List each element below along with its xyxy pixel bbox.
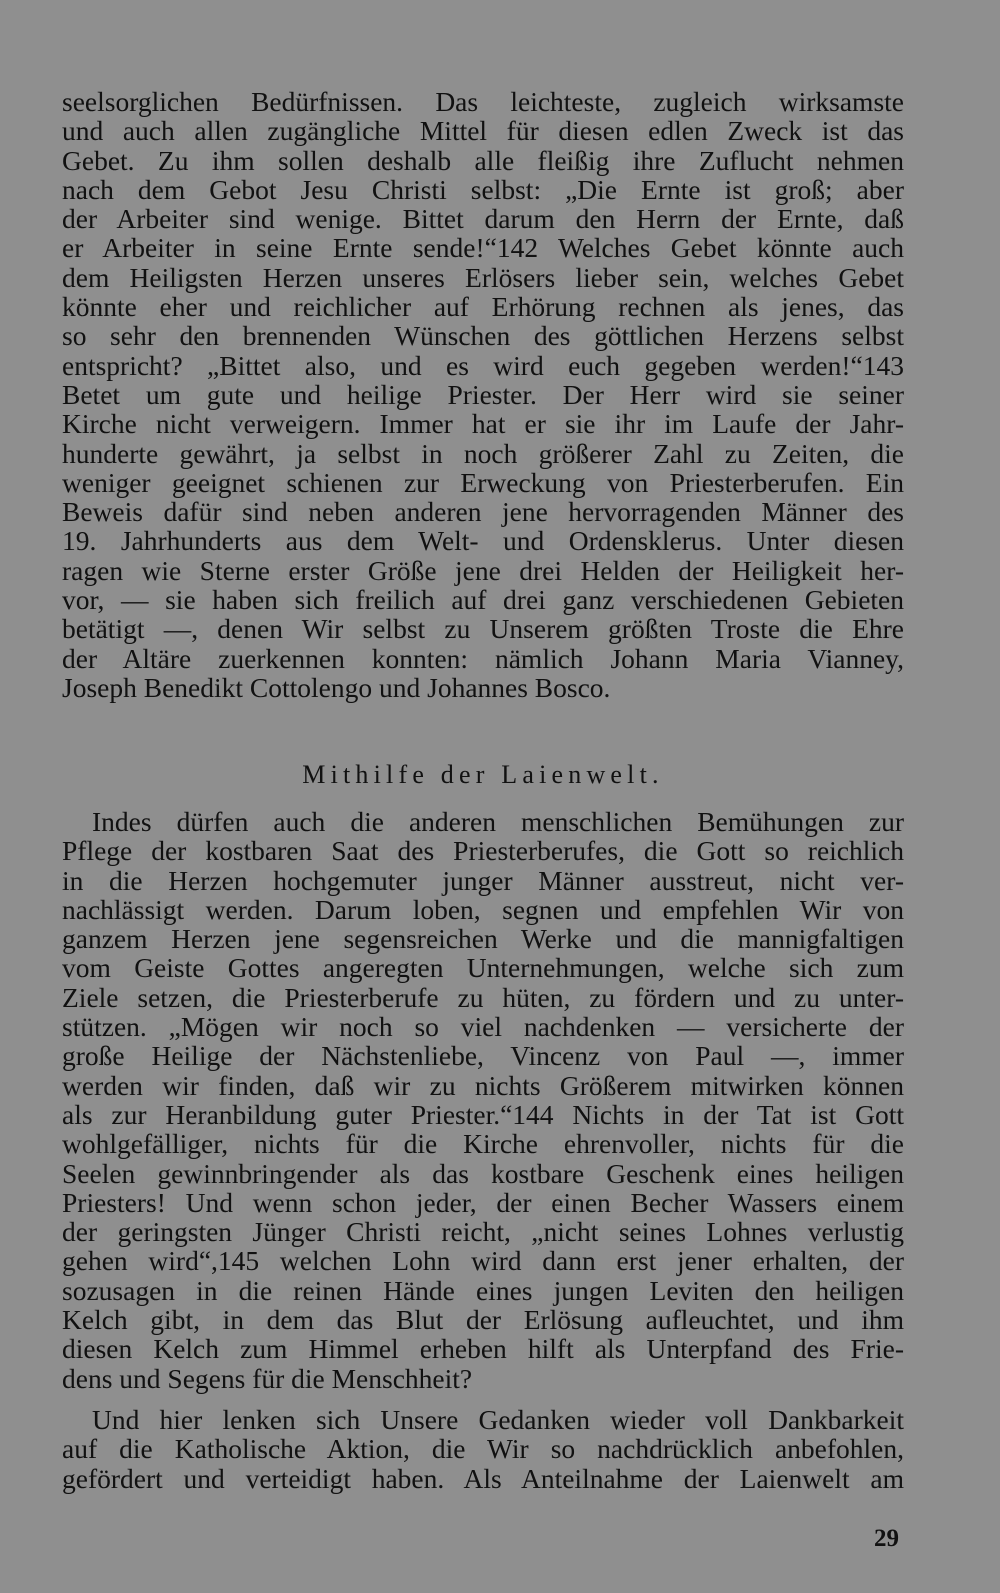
text-line: so sehr den brennenden Wünschen des göttlichen Herzens selbst xyxy=(62,320,904,352)
text-line: Indes dürfen auch die anderen menschlichen Bemühungen zur xyxy=(92,806,904,837)
text-line: könnte eher und reichlicher auf Erhörung rechnen als jenes, das xyxy=(62,291,904,323)
text-line: gefördert und verteidigt haben. Als Anteilnahme der Laienwelt am xyxy=(62,1462,904,1494)
text-line: der geringsten Jünger Christi reicht, „nicht seines Lohnes verlustig xyxy=(62,1216,904,1248)
text-line: Seelen gewinnbringender als das kostbare Geschenk eines heiligen xyxy=(62,1157,904,1189)
text-line: betätigt —, denen Wir selbst zu Unserem größten Troste die Ehre xyxy=(62,613,904,645)
section-heading: Mithilfe der Laienwelt. xyxy=(302,760,664,789)
text-line: diesen Kelch zum Himmel erheben hilft als Unterpfand des Frie- xyxy=(62,1333,904,1365)
text-line: werden wir finden, daß wir zu nichts Größerem mitwirken können xyxy=(62,1069,904,1101)
text-line: der Arbeiter sind wenige. Bittet darum den Herrn der Ernte, daß xyxy=(62,203,904,235)
text-line: weniger geeignet schienen zur Erweckung von Priesterberufen. Ein xyxy=(62,466,904,498)
text-line: entspricht? „Bittet also, und es wird euch gegeben werden!“143 xyxy=(62,349,904,381)
text-line: Kelch gibt, in dem das Blut der Erlösung aufleuchtet, und ihm xyxy=(62,1304,904,1336)
text-line: vom Geiste Gottes angeregten Unternehmungen, welche sich zum xyxy=(62,952,904,984)
text-line: Pflege der kostbaren Saat des Priesterberufes, die Gott so reichlich xyxy=(62,835,904,867)
text-line: auf die Katholische Aktion, die Wir so nachdrücklich anbefohlen, xyxy=(62,1433,904,1465)
text-line: Beweis dafür sind neben anderen jene hervorragenden Männer des xyxy=(62,496,904,528)
text-line: Ziele setzen, die Priesterberufe zu hüten, zu fördern und zu unter- xyxy=(62,981,904,1013)
text-line: als zur Heranbildung guter Priester.“144 Nichts in der Tat ist Gott xyxy=(62,1098,904,1130)
page-number: 29 xyxy=(874,1525,899,1552)
text-line: seelsorglichen Bedürfnissen. Das leichteste, zugleich wirksamste xyxy=(62,86,904,117)
text-line: dem Heiligsten Herzen unseres Erlösers lieber sein, welches Gebet xyxy=(62,261,904,293)
paragraph-3 xyxy=(62,1405,904,1493)
text-line: ragen wie Sterne erster Größe jene drei Helden der Heiligkeit her- xyxy=(62,554,904,586)
text-line: er Arbeiter in seine Ernte sende!“142 Welches Gebet könnte auch xyxy=(62,232,904,264)
text-line: wohlgefälliger, nichts für die Kirche ehrenvoller, nichts für die xyxy=(62,1128,904,1160)
text-line: gehen wird“,145 welchen Lohn wird dann erst jener erhalten, der xyxy=(62,1245,904,1277)
text-line: und auch allen zugängliche Mittel für diesen edlen Zweck ist das xyxy=(62,115,904,147)
text-line: Betet um gute und heilige Priester. Der Herr wird sie seiner xyxy=(62,378,904,410)
text-line: 19. Jahrhunderts aus dem Welt- und Ordensklerus. Unter diesen xyxy=(62,525,904,557)
text-line: Kirche nicht verweigern. Immer hat er sie ihr im Laufe der Jahr- xyxy=(62,408,904,440)
text-line: nachlässigt werden. Darum loben, segnen und empfehlen Wir von xyxy=(62,893,904,925)
text-line: große Heilige der Nächstenliebe, Vincenz von Paul —, immer xyxy=(62,1040,904,1072)
text-line: stützen. „Mögen wir noch so viel nachdenken — versicherte der xyxy=(62,1011,904,1043)
text-line: Joseph Benedikt Cottolengo und Johannes Bosco. xyxy=(62,671,611,703)
text-line: hunderte gewährt, ja selbst in noch größerer Zahl zu Zeiten, die xyxy=(62,437,904,469)
text-line: Und hier lenken sich Unsere Gedanken wieder voll Dankbarkeit xyxy=(92,1404,904,1435)
text-line: vor, — sie haben sich freilich auf drei ganz verschiedenen Gebieten xyxy=(62,584,904,616)
text-line: Priesters! Und wenn schon jeder, der einen Becher Wassers einem xyxy=(62,1186,904,1218)
text-line: in die Herzen hochgemuter junger Männer ausstreut, nicht ver- xyxy=(62,864,904,896)
text-line: der Altäre zuerkennen konnten: nämlich Johann Maria Vianney, xyxy=(62,642,904,674)
text-line: nach dem Gebot Jesu Christi selbst: „Die Ernte ist groß; aber xyxy=(62,173,904,205)
text-line: Gebet. Zu ihm sollen deshalb alle fleißig ihre Zuflucht nehmen xyxy=(62,144,904,176)
text-line: sozusagen in die reinen Hände eines jungen Leviten den heiligen xyxy=(62,1274,904,1306)
text-line: ganzem Herzen jene segensreichen Werke und die mannigfaltigen xyxy=(62,923,904,955)
paragraph-1 xyxy=(62,87,904,702)
text-line: dens und Segens für die Menschheit? xyxy=(62,1362,473,1394)
paragraph-2 xyxy=(62,807,904,1393)
